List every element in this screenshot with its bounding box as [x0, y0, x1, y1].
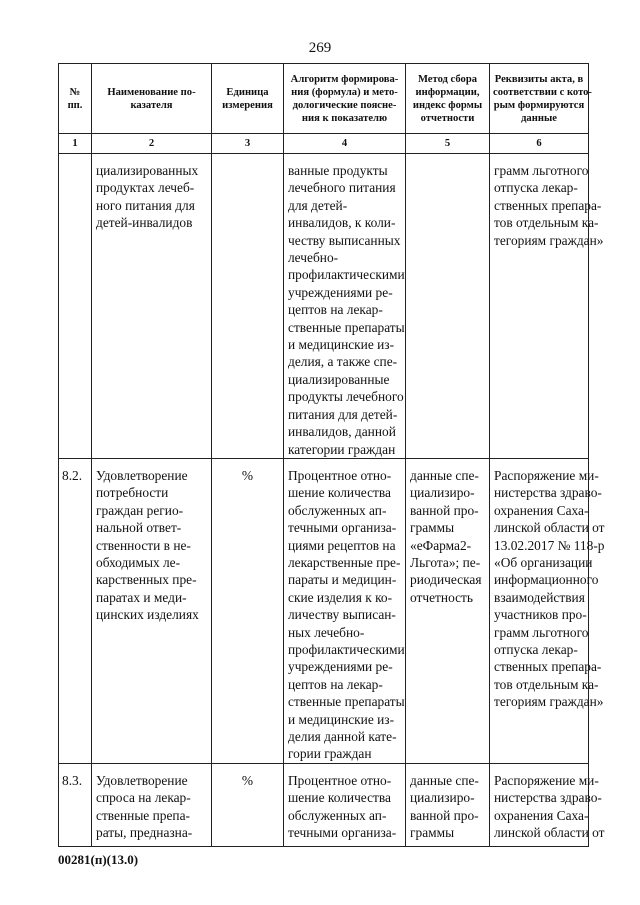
text-line: данные: [521, 112, 557, 124]
text-line: информации,: [415, 86, 480, 98]
text-line: ственные препараты: [288, 319, 405, 335]
column-number: 4: [284, 134, 406, 154]
text-line: гории граждан: [288, 746, 372, 762]
indicators-table: [58, 63, 605, 847]
text-line: Льгота»; пе-: [410, 554, 481, 570]
text-line: цептов на лекар-: [288, 676, 383, 692]
text-line: охранения Саха-: [494, 502, 589, 518]
text-line: ванные продукты: [288, 163, 388, 178]
text-line: «еФарма2-: [410, 537, 472, 553]
text-line: ственные препараты: [288, 694, 405, 710]
text-line: делия данной кате-: [288, 729, 397, 744]
text-line: %: [241, 467, 254, 483]
text-line: Удовлетворение: [96, 772, 188, 788]
text-line: делия, а также спе-: [288, 354, 398, 370]
text-line: шение количества: [288, 790, 391, 806]
text-line: индекс формы: [412, 99, 483, 111]
row-number: [59, 764, 91, 789]
text-line: Удовлетворение: [96, 467, 188, 483]
text-line: раты, предназна-: [96, 825, 193, 841]
text-line: отчетности: [420, 112, 475, 124]
table-row: [59, 458, 589, 763]
unit: [212, 764, 283, 789]
algorithm: [284, 154, 405, 458]
text-line: информационного: [494, 572, 599, 588]
text-line: личеству выписан-: [288, 607, 396, 623]
text-line: детей-инвалидов: [96, 215, 193, 231]
column-number: 3: [212, 134, 284, 154]
unit: [212, 459, 283, 484]
text-line: течными организа-: [288, 825, 397, 841]
text-line: ния (формула) и мето-: [291, 86, 398, 98]
text-line: №: [69, 86, 81, 98]
text-line: ственных препара-: [494, 659, 602, 675]
page-number: 269: [308, 40, 332, 56]
text-line: «Об организации: [494, 554, 593, 570]
text-line: циализиро-: [410, 485, 475, 501]
collection-method: [406, 154, 489, 162]
text-line: участников про-: [494, 607, 587, 623]
unit: [212, 154, 283, 162]
text-line: Метод сбора: [417, 73, 478, 85]
text-line: дологические поясне-: [292, 99, 397, 111]
act-details: [490, 154, 604, 249]
algorithm: [284, 459, 405, 763]
text-line: Распоряжение ми-: [494, 467, 599, 483]
text-line: паратах и меди-: [96, 589, 187, 605]
text-line: отпуска лекар-: [494, 180, 578, 196]
collection-method: [406, 764, 489, 842]
text-line: граммы: [410, 825, 455, 841]
text-line: ного питания для: [96, 197, 195, 213]
column-number: 6: [490, 134, 589, 154]
text-line: взаимодействия: [494, 589, 585, 605]
text-line: параты и медицин-: [288, 572, 397, 588]
text-line: %: [241, 772, 254, 788]
text-line: карственных пре-: [96, 572, 197, 588]
text-line: ванной про-: [410, 502, 479, 518]
text-line: категории граждан: [288, 441, 396, 457]
indicator-name: [92, 459, 211, 624]
text-line: Наименование по-: [107, 86, 196, 98]
text-line: Алгоритм формирова-: [290, 73, 399, 85]
text-line: Процентное отно-: [288, 772, 392, 788]
text-line: охранения Саха-: [494, 807, 589, 823]
row-number: [59, 154, 91, 162]
text-line: циализиро-: [410, 790, 475, 806]
algorithm: [284, 764, 405, 842]
text-line: нистерства здраво-: [494, 790, 602, 806]
text-line: ственные препа-: [96, 807, 190, 823]
text-line: грамм льготного: [494, 624, 589, 640]
text-line: обслуженных ап-: [288, 807, 387, 823]
text-line: циями рецептов на: [288, 537, 396, 553]
text-line: инвалидов, данной: [288, 424, 396, 440]
indicator-name: [92, 764, 211, 842]
text-line: шение количества: [288, 485, 391, 501]
text-line: пп.: [67, 99, 83, 111]
text-line: обслуженных ап-: [288, 502, 387, 518]
column-number-row: [59, 134, 589, 154]
text-line: отчетность: [410, 589, 473, 605]
text-line: цинских изделиях: [96, 607, 199, 623]
collection-method: [406, 459, 489, 606]
text-line: нистерства здраво-: [494, 485, 602, 501]
text-line: продуктах лечеб-: [96, 180, 195, 196]
text-line: лечебно-: [288, 250, 339, 266]
header-cell: [490, 64, 592, 134]
text-line: Единица: [226, 86, 269, 98]
text-line: лекарственные пре-: [288, 554, 401, 570]
header-cell: [406, 64, 490, 134]
text-line: линской области от: [494, 825, 605, 841]
column-number: 2: [92, 134, 212, 154]
table-row: [59, 154, 589, 459]
text-line: обходимых ле-: [96, 554, 181, 570]
text-line: ственности в не-: [96, 537, 191, 553]
text-line: потребности: [96, 485, 169, 501]
text-line: питания для детей-: [288, 406, 398, 422]
text-line: течными организа-: [288, 520, 397, 536]
text-line: отпуска лекар-: [494, 641, 578, 657]
header-cell: [212, 64, 284, 134]
header-cell: [59, 64, 92, 134]
text-line: честву выписанных: [288, 232, 401, 248]
text-line: 8.3.: [62, 772, 83, 788]
text-line: ские изделия к ко-: [288, 589, 393, 605]
text-line: измерения: [222, 99, 273, 111]
text-line: учреждениями ре-: [288, 659, 393, 675]
text-line: ванной про-: [410, 807, 479, 823]
text-line: Реквизиты акта, в: [494, 73, 584, 85]
act-details: [490, 764, 605, 842]
text-line: граждан регио-: [96, 502, 184, 518]
table-header-row: [59, 64, 589, 134]
text-line: данные спе-: [410, 467, 479, 483]
text-line: грамм льготного: [494, 163, 589, 178]
text-line: линской области от: [494, 520, 605, 536]
column-number: 5: [406, 134, 490, 154]
text-line: 13.02.2017 № 118-р: [494, 537, 605, 553]
text-line: инвалидов, к коли-: [288, 215, 396, 231]
text-line: профилактическими: [288, 267, 405, 283]
table-row: [59, 763, 589, 846]
column-number: 1: [59, 134, 92, 154]
footer-code: 00281(п)(13.0): [58, 852, 139, 867]
indicator-name: [92, 154, 211, 232]
text-line: ных лечебно-: [288, 624, 365, 640]
text-line: 8.2.: [62, 467, 83, 483]
text-line: продукты лечебного: [288, 389, 404, 405]
text-line: и медицинские из-: [288, 337, 395, 353]
text-line: профилактическими: [288, 641, 405, 657]
text-line: соответствии с кото-: [493, 86, 592, 98]
text-line: и медицинские из-: [288, 711, 395, 727]
text-line: тегориям граждан»: [494, 694, 604, 710]
text-line: спроса на лекар-: [96, 790, 191, 806]
text-line: риодическая: [410, 572, 482, 588]
text-line: ственных препара-: [494, 197, 602, 213]
text-line: Процентное отно-: [288, 467, 392, 483]
text-line: циализированные: [288, 371, 390, 387]
text-line: данные спе-: [410, 772, 479, 788]
header-cell: [284, 64, 406, 134]
text-line: тегориям граждан»: [494, 232, 604, 248]
text-line: казателя: [130, 99, 173, 111]
text-line: граммы: [410, 520, 455, 536]
act-details: [490, 459, 605, 711]
text-line: тов отдельным ка-: [494, 215, 599, 231]
row-number: [59, 459, 91, 484]
text-line: лечебного питания: [288, 180, 396, 196]
text-line: циализированных: [96, 163, 199, 178]
text-line: для детей-: [288, 197, 348, 213]
text-line: ния к показателю: [301, 112, 388, 124]
text-line: рым формируются: [493, 99, 585, 111]
text-line: тов отдельным ка-: [494, 676, 599, 692]
text-line: нальной ответ-: [96, 520, 182, 536]
text-line: учреждениями ре-: [288, 284, 393, 300]
header-cell: [92, 64, 212, 134]
text-line: Распоряжение ми-: [494, 772, 599, 788]
text-line: цептов на лекар-: [288, 302, 383, 318]
